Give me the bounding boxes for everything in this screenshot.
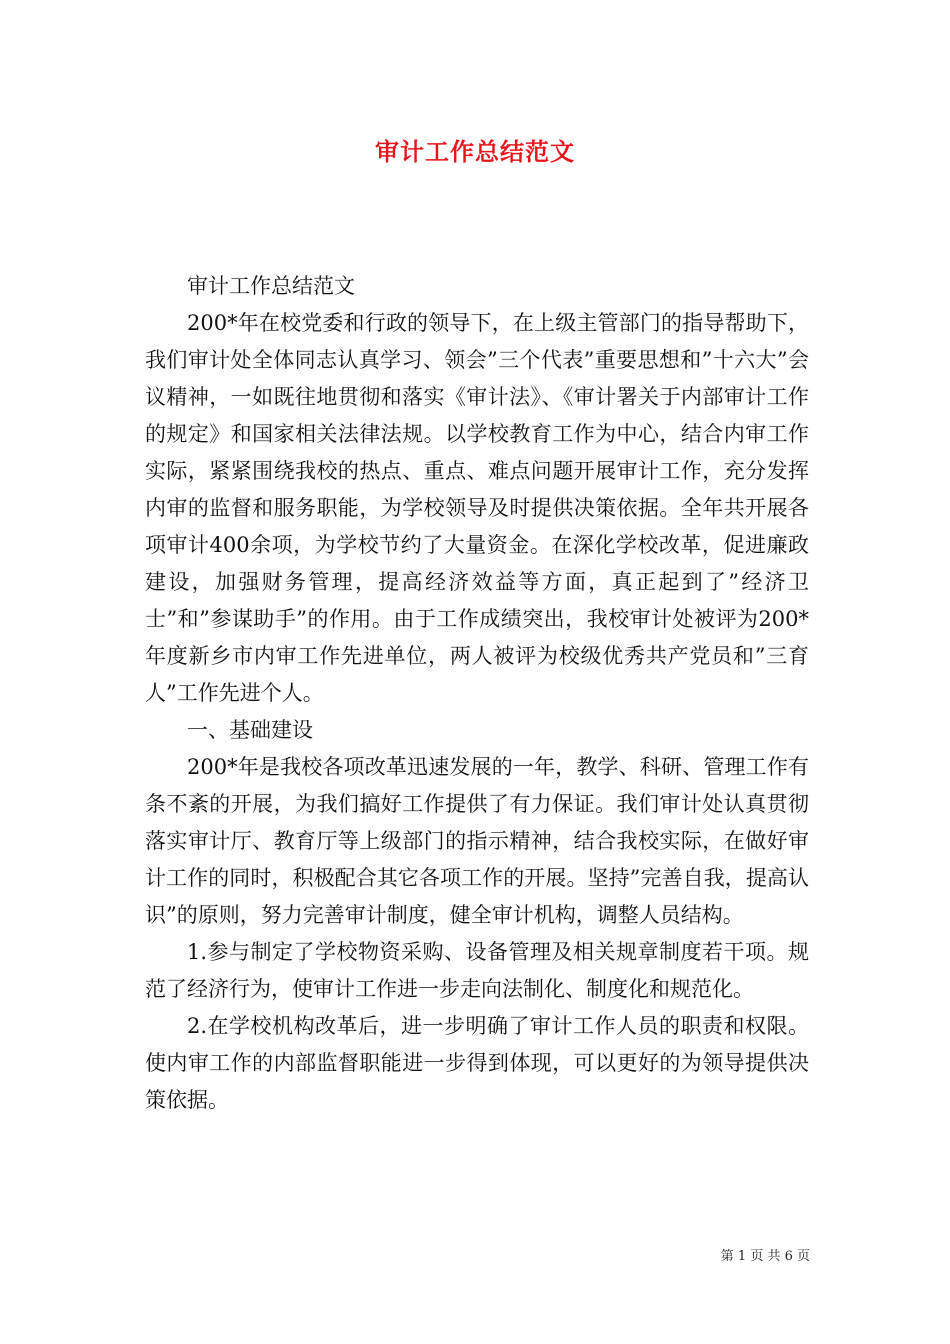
section-heading-basic-construction: 一、基础建设: [187, 718, 313, 742]
list-item-2: 2.在学校机构改革后，进一步明确了审计工作人员的职责和权限。使内审工作的内部监督职能进一步得到体现，可以更好的为领导提供决策依据。: [145, 1014, 809, 1112]
document-body: [145, 268, 809, 1119]
paragraph-heading: 审计工作总结范文: [187, 274, 355, 298]
document-title: 审计工作总结范文: [375, 138, 575, 166]
list-item-1: 1.参与制定了学校物资采购、设备管理及相关规章制度若干项。规范了经济行为，使审计工作进一步走向法制化、制度化和规范化。: [145, 940, 809, 1001]
page-number: 第 1 页 共 6 页: [720, 1249, 810, 1264]
paragraph-intro: 200*年在校党委和行政的领导下，在上级主管部门的指导帮助下，我们审计处全体同志认真学习、领会”三个代表”重要思想和”十六大”会议精神，一如既往地贯彻和落实《审计法》、《审计署关于内部审计工作的规定》和国家相关法律法规。以学校教育工作为中心，结合内审工作实际，紧紧围绕我校的热点、重点、难点问题开展审计工作，充分发挥内审的监督和服务职能，为学校领导及时提供决策依据。全年共开展各项审计400余项，为学校节约了大量资金。在深化学校改革，促进廉政建设，加强财务管理，提高经济效益等方面，真正起到了”经济卫士”和”参谋助手”的作用。由于工作成绩突出，我校审计处被评为200*年度新乡市内审工作先进单位，两人被评为校级优秀共产党员和”三育人”工作先进个人。: [145, 311, 809, 705]
paragraph-basic-construction: 200*年是我校各项改革迅速发展的一年，教学、科研、管理工作有条不紊的开展，为我们搞好工作提供了有力保证。我们审计处认真贯彻落实审计厅、教育厅等上级部门的指示精神，结合我校实际，在做好审计工作的同时，积极配合其它各项工作的开展。坚持”完善自我，提高认识”的原则，努力完善审计制度，健全审计机构，调整人员结构。: [145, 755, 809, 927]
